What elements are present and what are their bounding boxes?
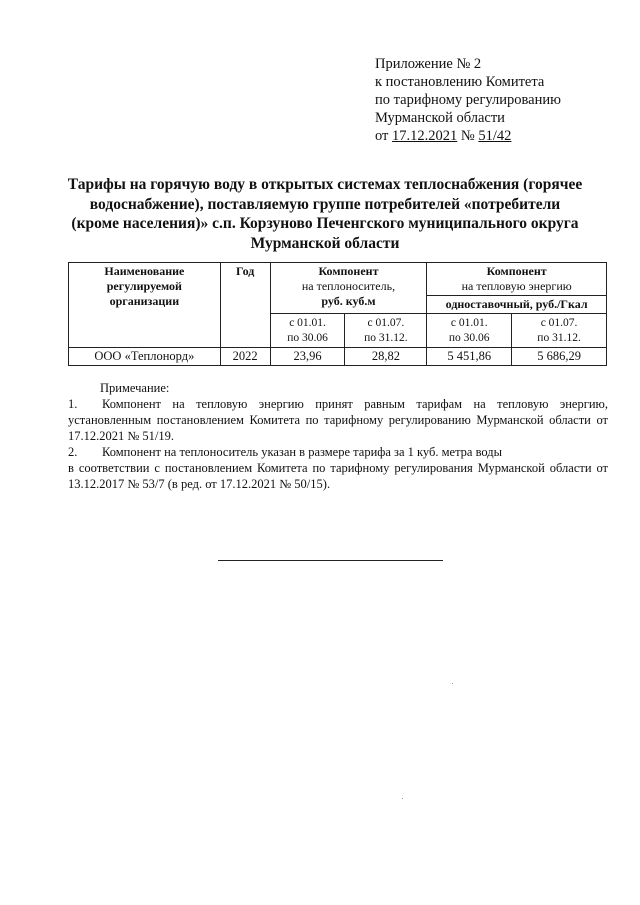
appendix-line-1: Приложение № 2 (375, 56, 482, 72)
header-he-line-2: на тепловую энергию (461, 279, 572, 293)
cell-heat-energy-h1: 5 451,86 (427, 348, 512, 366)
header-he-line-1: Компонент (486, 264, 547, 278)
period-cell (270, 314, 345, 348)
cell-heat-carrier-h2: 28,82 (345, 348, 427, 366)
note-2-number: 2. (68, 445, 78, 459)
header-hc-line-1: Компонент (318, 264, 379, 278)
cell-heat-carrier-h1: 23,96 (270, 348, 345, 366)
appendix-number: 51/42 (478, 128, 512, 144)
notes-block (68, 380, 608, 492)
appendix-date-line (375, 127, 561, 145)
note-2-text: в соответствии с постановлением Комитета по тарифному регулирования Мурманской области от 13.12.2017 № 53/7 (в ред. от 17.12.2021 № 50/15). (68, 461, 608, 491)
period-from: с 01.01. (450, 317, 488, 329)
period-to: по 30.06 (287, 332, 328, 344)
title-line-1: Тарифы на горячую воду в открытых системах теплоснабжения (горячее (67, 176, 583, 193)
appendix-date: 17.12.2021 (392, 128, 458, 144)
note-1-text: Компонент на тепловую энергию принят равным тарифам на тепловую энергию, установленным постановлением Комитета по тарифному регулированию Мурманской области от 17.12.2021 № 51/19. (68, 397, 608, 443)
period-cell (427, 314, 512, 348)
period-cell (512, 314, 607, 348)
scan-speck (402, 798, 403, 799)
appendix-line-3: по тарифному регулированию (375, 92, 561, 108)
header-heat-carrier (270, 263, 427, 314)
title-line-4: Мурманской области (250, 234, 400, 252)
period-from: с 01.07. (367, 317, 405, 329)
cell-organization: ООО «Теплонорд» (69, 348, 221, 366)
header-year: Год (220, 263, 270, 348)
header-hc-line-2: на теплоноситель, (301, 279, 396, 293)
note-2-line-1: Компонент на теплоноситель указан в размере тарифа за 1 куб. метра воды (102, 445, 503, 459)
period-to: по 31.12. (537, 332, 581, 344)
header-hc-line-3: руб. куб.м (321, 294, 376, 308)
header-org-line-2: регулируемой (106, 279, 182, 293)
period-to: по 31.12. (364, 332, 408, 344)
tariff-table (68, 262, 607, 366)
title-line-3: (кроме населения)» с.п. Корзуново Печенгского муниципального округа (71, 215, 579, 232)
appendix-from: от (375, 128, 389, 144)
header-organization (69, 263, 221, 348)
document-title (60, 175, 590, 253)
appendix-no-sign: № (460, 128, 475, 144)
note-2-first-line (68, 444, 608, 460)
appendix-line-4: Мурманской области (375, 110, 505, 126)
notes-heading: Примечание: (100, 381, 170, 395)
period-from: с 01.07. (540, 317, 578, 329)
note-1 (68, 396, 608, 444)
table-header-row (69, 263, 607, 296)
period-cell (345, 314, 427, 348)
period-from: с 01.01. (289, 317, 326, 329)
cell-year: 2022 (220, 348, 270, 366)
header-heat-energy (427, 263, 607, 296)
note-1-number: 1. (68, 397, 78, 411)
appendix-block (375, 55, 561, 145)
table-row (69, 348, 607, 366)
scan-speck (452, 683, 453, 684)
period-to: по 30.06 (448, 332, 490, 344)
header-org-line-3: организации (109, 294, 180, 308)
header-heat-energy-rate: одноставочный, руб./Гкал (427, 296, 607, 314)
cell-heat-energy-h2: 5 686,29 (512, 348, 607, 366)
header-org-line-1: Наименование (104, 264, 185, 278)
title-line-2: водоснабжение), поставляемую группе потребителей «потребители (89, 195, 561, 213)
separator-line (218, 560, 443, 561)
appendix-line-2: к постановлению Комитета (375, 74, 545, 90)
